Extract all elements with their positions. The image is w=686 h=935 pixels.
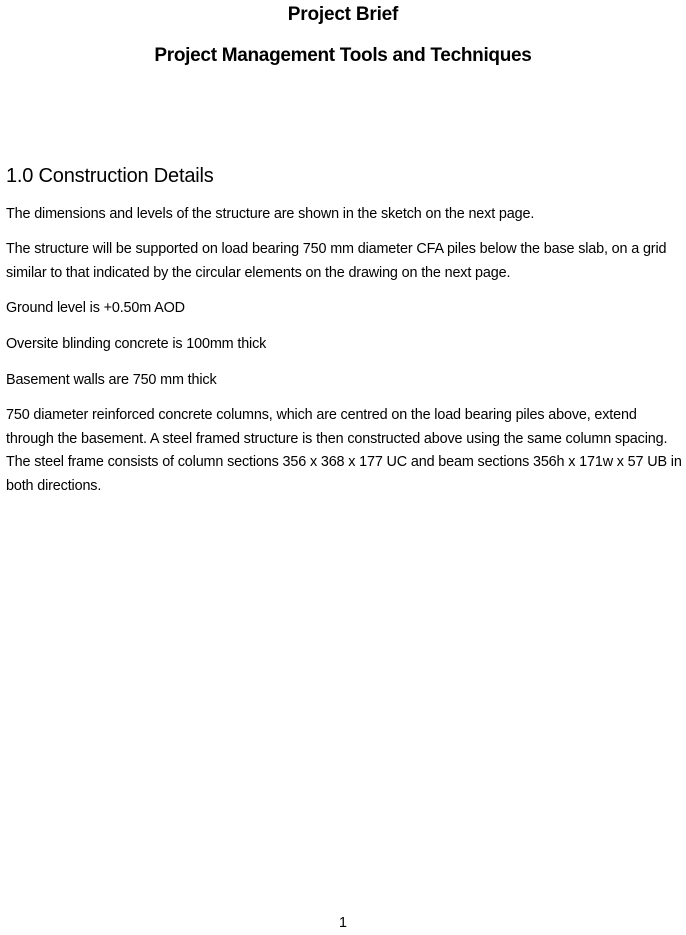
paragraph-ground-level: Ground level is +0.50m AOD	[6, 300, 185, 316]
section-heading: 1.0 Construction Details	[6, 165, 214, 187]
paragraph-piles: The structure will be supported on load bearing 750 mm diameter CFA piles below the base slab, on a grid similar to that indicated by the circular elements on the drawing on the next page.	[6, 241, 667, 281]
paragraph-columns-steel-frame: 750 diameter reinforced concrete columns, which are centred on the load bearing piles above, extend through the basement. A steel framed structure is then constructed above using the same column spacing. The steel frame consists of column sections 356 x 368 x 177 UC and beam sections 356h x 171w x 57 UB in both directions.	[6, 407, 682, 494]
page-number: 1	[338, 915, 347, 931]
paragraph-blinding-concrete: Oversite blinding concrete is 100mm thick	[6, 336, 267, 352]
paragraph-dimensions: The dimensions and levels of the structure are shown in the sketch on the next page.	[6, 206, 535, 222]
document-subtitle: Project Management Tools and Techniques	[154, 45, 532, 66]
paragraph-basement-walls: Basement walls are 750 mm thick	[6, 372, 217, 388]
document-title: Project Brief	[287, 4, 399, 25]
